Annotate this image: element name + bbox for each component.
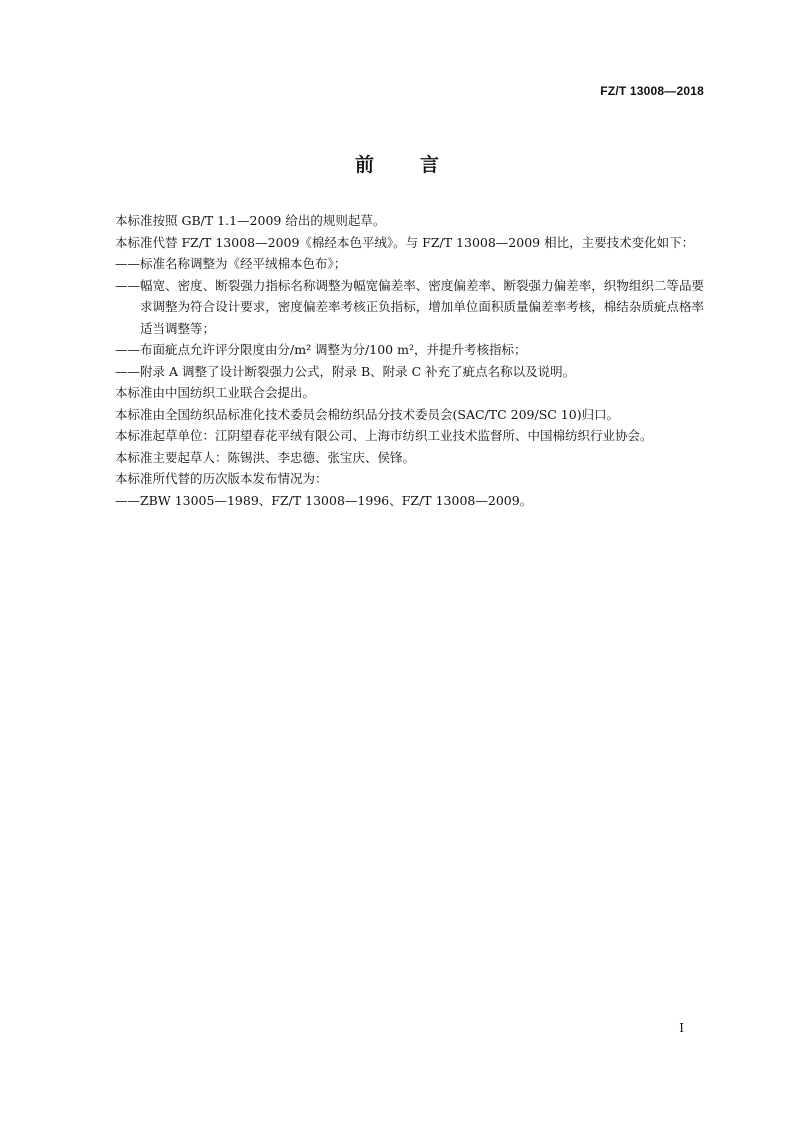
- paragraph-drafters: 本标准主要起草人：陈锡洪、李忠德、张宝庆、侯锋。: [115, 449, 416, 465]
- paragraph-drafting-rules: 本标准按照 GB/T 1.1—2009 给出的规则起草。: [115, 213, 386, 228]
- paragraph-administrator: 本标准由全国纺织品标准化技术委员会棉纺织品分技术委员会(SAC/TC 209/SC 10)归口。: [115, 406, 620, 422]
- change-item-annex: ——附录 A 调整了设计断裂强力公式，附录 B、附录 C 补充了疵点名称以及说明。: [115, 363, 576, 379]
- paragraph-replacement: 本标准代替 FZ/T 13008—2009《棉经本色平绒》。与 FZ/T 13008—2009 相比，主要技术变化如下：: [115, 234, 695, 250]
- page-number: I: [679, 1021, 684, 1035]
- change-item-defect-scoring: ——布面疵点允许评分限度由分/m² 调整为分/100 m²，并提升考核指标；: [115, 342, 527, 357]
- history-item-versions: ——ZBW 13005—1989、FZ/T 13008—1996、FZ/T 13008—2009。: [115, 492, 533, 508]
- document-body: [90, 210, 704, 511]
- paragraph-history-intro: 本标准所代替的历次版本发布情况为：: [115, 471, 328, 486]
- page-title: 前言: [354, 154, 485, 176]
- paragraph-drafting-units: 本标准起草单位：江阴望春花平绒有限公司、上海市纺织工业技术监督所、中国棉纺织行业协会。: [115, 428, 653, 443]
- change-item-name: ——标准名称调整为《经平绒棉本色布》；: [115, 256, 347, 271]
- paragraph-proposer: 本标准由中国纺织工业联合会提出。: [115, 385, 316, 400]
- change-item-indicators: ——幅宽、密度、断裂强力指标名称调整为幅宽偏差率、密度偏差率、断裂强力偏差率，织物组织二等品要求调整为符合设计要求，密度偏差率考核正负指标，增加单位面积质量偏差率考核，棉结杂质疵点格率适当调整等；: [115, 277, 704, 336]
- standard-code: FZ/T 13008—2018: [600, 84, 704, 98]
